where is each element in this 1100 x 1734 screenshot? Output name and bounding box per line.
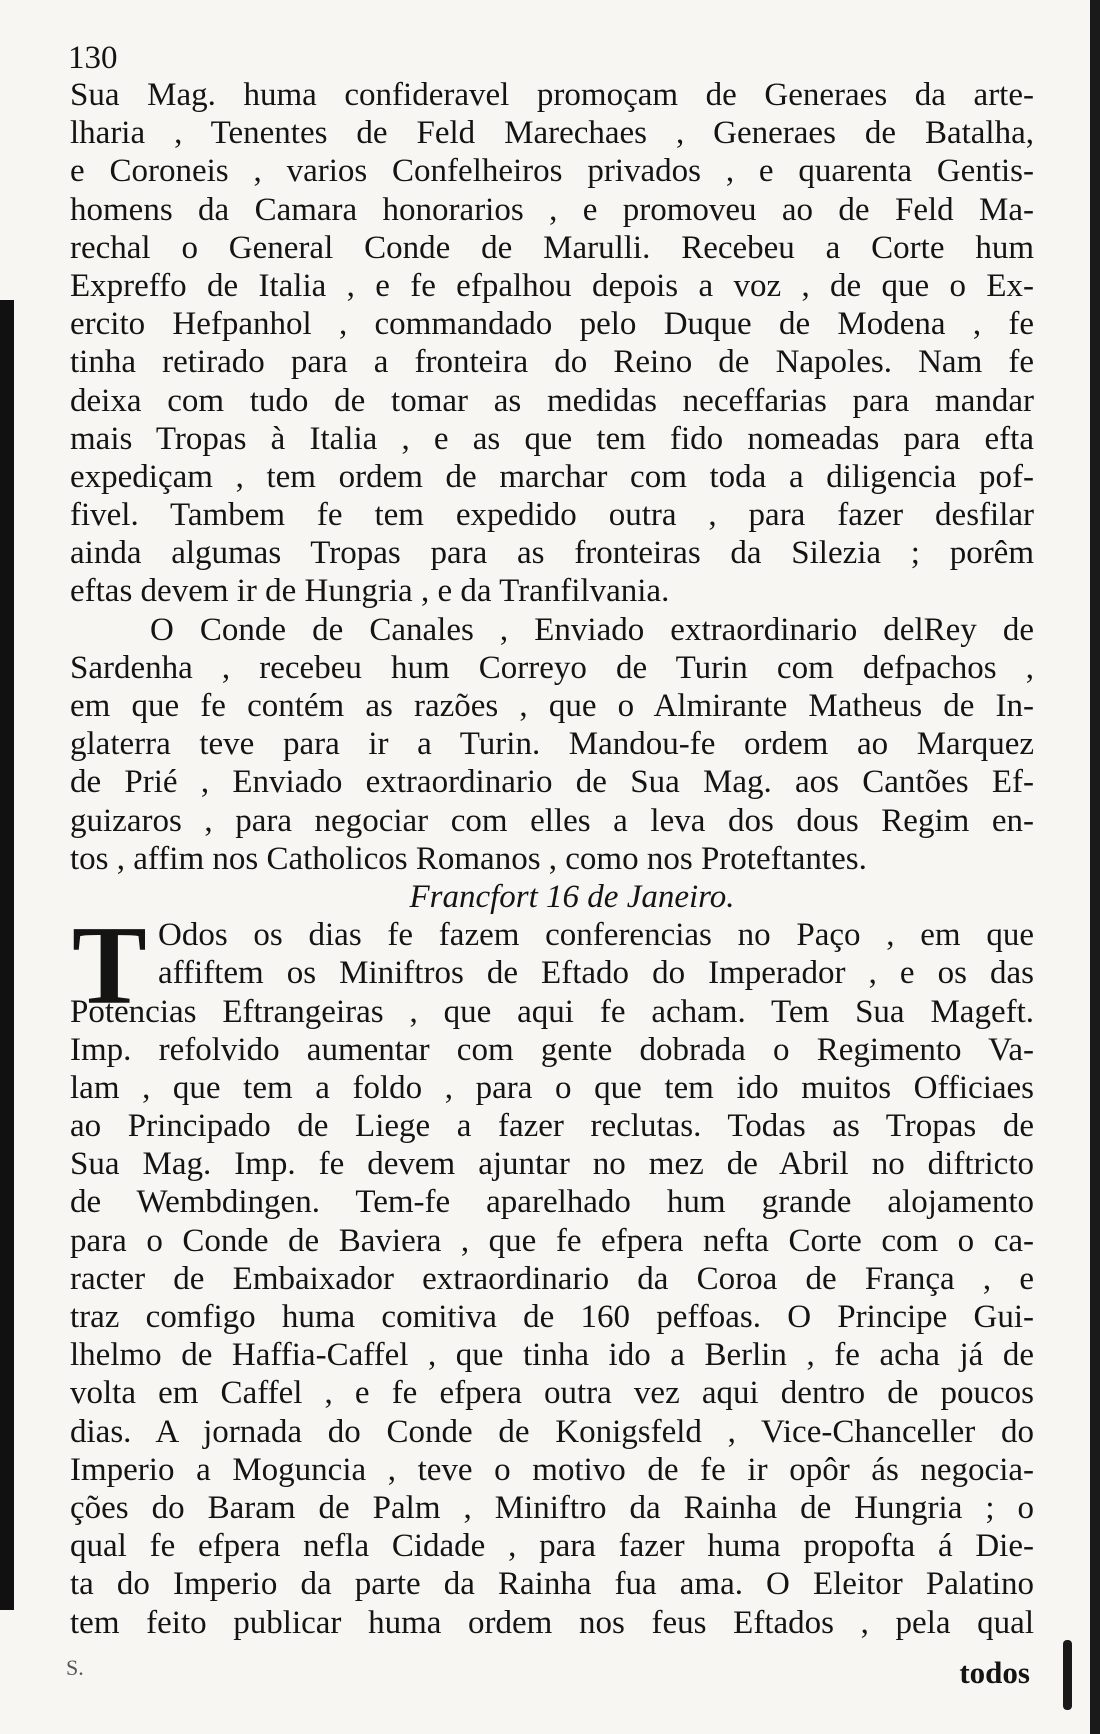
scan-edge-right [1090,0,1100,1734]
text-line: dias. A jornada do Conde de Konigsfeld , Vice-Chanceller do [70,1413,1034,1450]
text-line: ções do Baram de Palm , Miniftro da Rainha de Hungria ; o [70,1489,1034,1526]
text-line: volta em Caffel , e fe efpera outra vez aqui dentro de poucos [70,1375,1034,1412]
text-line: de Prié , Enviado extraordinario de Sua Mag. aos Cantões Ef- [70,764,1034,801]
text-line: de Wembdingen. Tem-fe aparelhado hum grande alojamento [70,1184,1034,1221]
text-line: guizaros , para negociar com elles a leva dos dous Regim en- [70,802,1034,839]
text-line: tem feito publicar huma ordem nos feus Eftados , pela qual [70,1604,1034,1641]
text-line: ao Principado de Liege a fazer reclutas. Todas as Tropas de [70,1108,1034,1145]
catchword: todos [959,1655,1030,1690]
text-line: ercito Hefpanhol , commandado pelo Duque de Modena , fe [70,306,1034,343]
paragraph-1 [70,76,1034,611]
text-line: qual fe efpera nefla Cidade , para fazer huma propofta á Die- [70,1528,1034,1565]
text-line: ainda algumas Tropas para as fronteiras da Silezia ; porêm [70,535,1034,572]
paragraph-2 [70,611,1034,878]
text-line: eftas devem ir de Hungria , e da Tranfilvania. [70,573,670,610]
text-line: lharia , Tenentes de Feld Marechaes , Generaes de Batalha, [70,115,1034,152]
text-line: Odos os dias fe fazem conferencias no Paço , em que [158,917,1034,954]
dateline: Francfort 16 de Janeiro. [409,878,735,915]
text-line: Potencias Eftrangeiras , que aqui fe acham. Tem Sua Mageft. [70,993,1034,1030]
scan-edge-left [0,300,14,1610]
text-line: mais Tropas à Italia , e as que tem fido nomeadas para efta [70,420,1034,457]
text-line: Sua Mag. Imp. fe devem ajuntar no mez de Abril no diftricto [70,1146,1034,1183]
text-line: racter de Embaixador extraordinario da Coroa de França , e [70,1260,1034,1297]
text-line: Imperio a Moguncia , teve o motivo de fe ir opôr ás negocia- [70,1451,1034,1488]
drop-cap: T [72,904,147,1028]
text-line: tos , affim nos Catholicos Romanos , como nos Proteftantes. [70,840,867,877]
text-line: Sua Mag. huma confideravel promoçam de Generaes da arte- [70,77,1034,113]
text-line: Expreffo de Italia , e fe efpalhou depois a voz , de que o Ex- [70,267,1034,304]
text-line: lhelmo de Haffia-Caffel , que tinha ido a Berlin , fe acha já de [70,1337,1034,1374]
text-line: deixa com tudo de tomar as medidas neceffarias para mandar [70,382,1034,419]
text-line: traz comfigo huma comitiva de 160 peffoas. O Principe Gui- [70,1299,1034,1335]
page-number: 130 [68,40,118,76]
ink-blot [1063,1640,1072,1710]
text-line: tinha retirado para a fronteira do Reino de Napoles. Nam fe [70,344,1034,381]
text-line: para o Conde de Baviera , que fe efpera nefta Corte com o ca- [70,1222,1034,1259]
text-line: fivel. Tambem fe tem expedido outra , para fazer desfilar [70,497,1034,534]
text-line: e Coroneis , varios Confelheiros privados , e quarenta Gentis- [70,153,1034,190]
text-line: affiftem os Miniftros de Eftado do Imperador , e os das [158,955,1034,992]
text-line: rechal o General Conde de Marulli. Recebeu a Corte hum [70,229,1034,266]
text-line: expediçam , tem ordem de marchar com toda a diligencia pof- [70,458,1034,495]
text-line: lam , que tem a foldo , para o que tem ido muitos Officiaes [70,1069,1034,1106]
text-line: glaterra teve para ir a Turin. Mandou-fe ordem ao Marquez [70,726,1034,763]
page-footer [66,1655,1030,1695]
text-line: em que fe contém as razões , que o Almirante Matheus de In- [70,688,1034,724]
text-line: homens da Camara honorarios , e promoveu ao de Feld Ma- [70,191,1034,228]
body-text [70,76,1034,1642]
signature-mark: S. [66,1655,84,1680]
text-line: Sardenha , recebeu hum Correyo de Turin com defpachos , [70,649,1034,686]
text-line: ta do Imperio da parte da Rainha fua ama. O Eleitor Palatino [70,1566,1034,1603]
text-line: O Conde de Canales , Enviado extraordinario delRey de [150,611,1034,648]
paragraph-3 [70,916,1034,1642]
text-line: Imp. refolvido aumentar com gente dobrada o Regimento Va- [70,1031,1034,1068]
